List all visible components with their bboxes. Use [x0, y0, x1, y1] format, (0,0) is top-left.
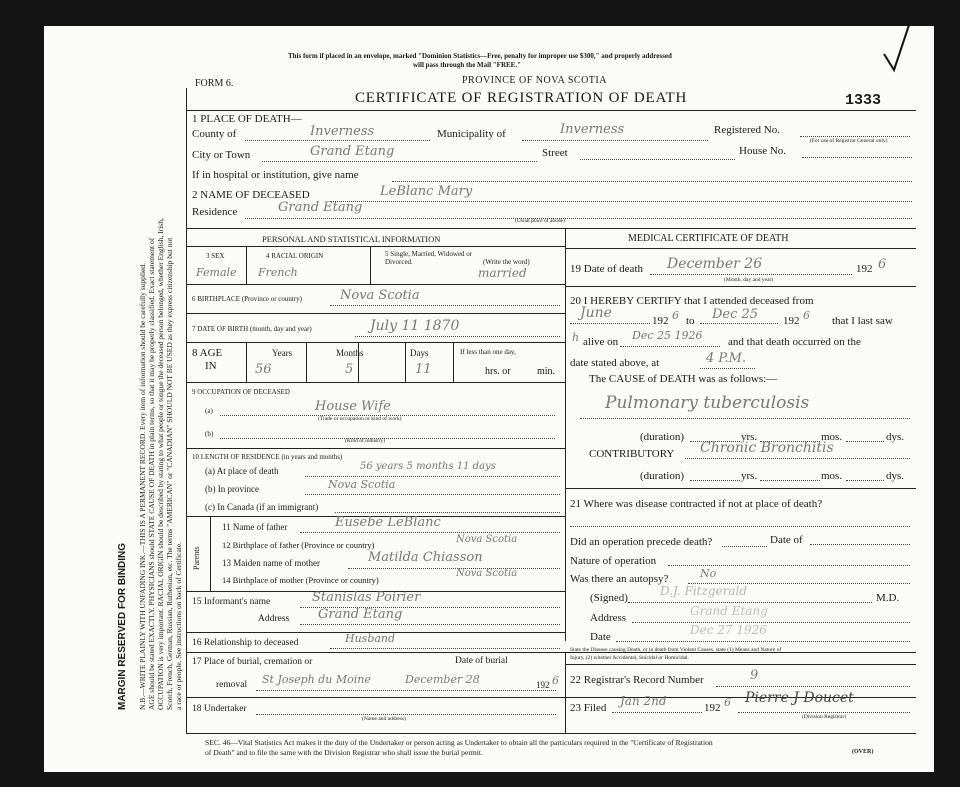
mother-label: 13 Maiden name of mother: [222, 558, 320, 568]
date-of-death-label: 19 Date of death: [570, 263, 643, 275]
date-of-death-value: December 26: [667, 256, 763, 272]
municipality-value: Inverness: [560, 122, 625, 137]
margin-line: AGE should be stated EXACTLY. PHYSICIANS should STATE CAUSE OF DEATH in plain terms, so that it may be properly classified. Exact statement of: [147, 237, 156, 710]
removal-label: removal: [216, 680, 248, 690]
burial-date-value: December 28: [405, 673, 480, 686]
father-birthplace-label: 12 Birthplace of father (Province or country): [222, 540, 375, 550]
marital-label-3: (Write the word): [483, 258, 530, 266]
medical-heading: MEDICAL CERTIFICATE OF DEATH: [628, 233, 789, 244]
age-in-label: IN: [205, 360, 217, 372]
occupation-value: House Wife: [315, 399, 391, 414]
birthplace-label: 6 BIRTHPLACE (Province or country): [192, 295, 303, 303]
margin-line: OCCUPATION is very important. RACIAL ORIGIN should be described by stating to what people or tongue the deceased person belonged, whether English, Irish,: [156, 218, 165, 710]
marital-label-2: Divorced.: [385, 258, 413, 266]
mother-value: Matilda Chiasson: [368, 550, 483, 565]
death-year-prefix: 192: [856, 263, 873, 275]
death-occurred-label: and that death occurred on the: [728, 336, 861, 348]
physician-date-label: Date: [590, 631, 611, 643]
undertaker-label: 18 Undertaker: [192, 704, 247, 714]
deceased-name-value: LeBlanc Mary: [380, 184, 473, 199]
autopsy-label: Was there an autopsy?: [570, 573, 669, 585]
filed-year-suffix: 6: [724, 696, 731, 709]
attended-to-value: Dec 25: [712, 307, 759, 322]
hospital-label: If in hospital or institution, give name: [192, 169, 359, 181]
physician-address-label: Address: [590, 612, 627, 624]
filed-date-value: Jan 2nd: [620, 694, 667, 708]
registrar-note: (For use of Registrar General only): [810, 138, 888, 144]
father-value: Eusebe LeBlanc: [335, 515, 441, 530]
municipality-label: Municipality of: [437, 128, 506, 140]
contracted-label: 21 Where was disease contracted if not at place of death?: [570, 498, 823, 510]
mother-birthplace-value: Nova Scotia: [456, 568, 518, 579]
last-saw-label: that I last saw: [832, 315, 893, 327]
in-province-value: Nova Scotia: [328, 478, 396, 491]
certify-label: 20 I HEREBY CERTIFY that I attended deceased from: [570, 295, 814, 307]
burial-year-suffix: 6: [552, 674, 559, 687]
cause-label: The CAUSE of DEATH was as follows:—: [589, 373, 778, 385]
time-of-death-value: 4 P.M.: [706, 351, 747, 366]
year-a-prefix: 192: [652, 315, 669, 327]
violent-causes-note: State the Disease causing Death, or in death from Violent Causes, state (1) Means and Nature of: [570, 647, 782, 653]
record-number-value: 9: [750, 668, 759, 683]
yrs-label-1: yrs.: [741, 431, 758, 443]
less-than-day-label: If less than one day,: [460, 348, 516, 356]
date-note: (Month, day and year): [724, 277, 774, 283]
nature-label: Nature of operation: [570, 555, 657, 567]
min-label: min.: [537, 366, 556, 377]
residence-length-label: 10 LENGTH OF RESIDENCE (in years and months): [192, 453, 343, 461]
house-no-label: House No.: [739, 145, 787, 157]
sex-label: 3 SEX: [206, 252, 225, 260]
marital-value: married: [478, 266, 527, 280]
margin-line: Scotch, French, German, Russian, Ruthenian, etc. The terms "AMERICAN" or "CANADIAN" SHOULD NOT BE USED as they express citizenship but not: [165, 237, 174, 710]
at-place-value: 56 years 5 months 11 days: [360, 461, 496, 472]
months-value: 5: [345, 362, 354, 377]
physician-date-value: Dec 27 1926: [690, 623, 767, 637]
mos-label-2: mos.: [821, 470, 843, 482]
racial-origin-label: 4 RACIAL ORIGIN: [266, 252, 324, 260]
yrs-label-2: yrs.: [741, 470, 758, 482]
over-label: (OVER): [852, 749, 874, 755]
mail-notice-2: will pass through the Mail "FREE.": [413, 61, 521, 69]
in-province-label: (b) In province: [205, 484, 259, 494]
margin-line: N.B.—WRITE PLAINLY WITH UNFADING INK.—THIS IS A PERMANENT RECORD. Every item of information should be carefully supplied.: [138, 262, 147, 710]
alive-pronoun: h: [572, 331, 580, 344]
burial-place-value: St Joseph du Moine: [262, 673, 371, 686]
frame-bottom: [186, 733, 916, 734]
sex-value: Female: [196, 266, 237, 279]
occupation-b-label: (b): [205, 430, 214, 438]
alive-on-label: alive on: [583, 336, 619, 348]
dys-label-2: dys.: [886, 470, 905, 482]
filed-year-prefix: 192: [704, 702, 721, 714]
form-number: FORM 6.: [195, 78, 234, 89]
years-value: 56: [255, 362, 272, 377]
residence-label: Residence: [192, 206, 238, 218]
at-place-label: (a) At place of death: [205, 466, 279, 476]
check-mark-icon: [882, 20, 912, 74]
mother-birthplace-label: 14 Birthplace of mother (Province or country): [222, 575, 379, 585]
province-heading: PROVINCE OF NOVA SCOTIA: [462, 75, 607, 86]
occupation-a-label: (a): [205, 407, 213, 415]
informant-label: 15 Informant's name: [192, 597, 271, 607]
abode-note: (Usual place of abode): [515, 218, 565, 224]
operation-label: Did an operation precede death?: [570, 536, 713, 548]
hrs-label: hrs. or: [485, 366, 511, 377]
contributory-value: Chronic Bronchitis: [700, 440, 834, 456]
division-registrar-note: (Division Registrar): [802, 714, 847, 720]
sec46-line-2: of Death" and to file the same with the Division Registrar who shall issue the burial permit.: [205, 748, 483, 757]
informant-address-value: Grand Etang: [318, 607, 403, 622]
father-label: 11 Name of father: [222, 522, 288, 532]
registration-number: 1333: [845, 92, 882, 109]
column-divider: [565, 228, 566, 641]
days-value: 11: [415, 362, 432, 377]
undertaker-note: (Name and address): [362, 716, 406, 722]
father-birthplace-value: Nova Scotia: [456, 534, 518, 545]
year-b-prefix: 192: [783, 315, 800, 327]
informant-value: Stanislas Poirier: [312, 590, 421, 605]
margin-title: MARGIN RESERVED FOR BINDING: [117, 542, 128, 710]
operation-date-label: Date of: [770, 534, 803, 546]
mail-notice: This form if placed in an envelope, marked "Dominion Statistics—Free, penalty for improper use $300," and properly addressed: [288, 52, 672, 60]
alive-on-value: Dec 25 1926: [632, 329, 703, 342]
duration-label-1: (duration): [640, 431, 684, 443]
burial-date-label: Date of burial: [455, 656, 508, 666]
occupation-label: 9 OCCUPATION OF DECEASED: [192, 388, 290, 396]
residence-value: Grand Etang: [278, 200, 363, 215]
trade-note: (Trade or occupation or kind of work): [318, 416, 402, 422]
violent-causes-note-2: Injury, (2) whether Accidental, Suicidal or Homicidal.: [570, 655, 689, 661]
frame-top: [186, 110, 916, 111]
filed-label: 23 Filed: [570, 702, 607, 714]
certificate-title: CERTIFICATE OF REGISTRATION OF DEATH: [355, 90, 688, 106]
marital-label-1: 5 Single, Married, Widowed or: [385, 250, 473, 258]
relationship-value: Husband: [345, 632, 396, 645]
months-label: Months: [336, 348, 364, 358]
registrar-signature: Pierre J Doucet: [745, 690, 854, 706]
duration-label-2: (duration): [640, 470, 684, 482]
industry-note: (Kind of industry): [345, 438, 386, 444]
md-label: M.D.: [876, 592, 900, 604]
death-year-suffix: 6: [878, 257, 887, 272]
contributory-label: CONTRIBUTORY: [589, 448, 675, 460]
physician-signature: D.J. Fitzgerald: [660, 584, 748, 598]
burial-year-prefix: 192: [536, 680, 550, 690]
to-label: to: [686, 315, 695, 327]
burial-label: 17 Place of burial, cremation or: [192, 657, 313, 667]
cause-value: Pulmonary tuberculosis: [605, 393, 810, 413]
city-label: City or Town: [192, 149, 251, 161]
days-label: Days: [410, 348, 429, 358]
mos-label-1: mos.: [821, 431, 843, 443]
record-number-label: 22 Registrar's Record Number: [570, 674, 704, 686]
year-a-value: 6: [672, 309, 679, 322]
county-value: Inverness: [310, 124, 375, 139]
street-label: Street: [542, 147, 568, 159]
frame-left: [186, 88, 187, 733]
year-b-value: 6: [803, 309, 810, 322]
margin-line: a race or people. See instructions on back of Certificate.: [174, 541, 183, 710]
relationship-label: 16 Relationship to deceased: [192, 638, 299, 648]
city-value: Grand Etang: [310, 144, 395, 159]
informant-address-label: Address: [258, 614, 290, 624]
place-of-death-label: 1 PLACE OF DEATH—: [192, 113, 302, 125]
dys-label-1: dys.: [886, 431, 905, 443]
personal-heading: PERSONAL AND STATISTICAL INFORMATION: [262, 234, 441, 244]
age-label: 8 AGE: [192, 347, 223, 359]
autopsy-value: No: [700, 567, 717, 580]
date-stated-label: date stated above, at: [570, 357, 660, 369]
parents-label: Parents: [192, 546, 201, 570]
birthplace-value: Nova Scotia: [340, 288, 420, 303]
in-canada-label: (c) In Canada (if an immigrant): [205, 502, 319, 512]
attended-from-value: June: [580, 305, 612, 321]
physician-address-value: Grand Etang: [690, 604, 768, 618]
sec46-line-1: SEC. 46—Vital Statistics Act makes it the duty of the Undertaker or person acting as Undertaker to obtain all the particulars required in the "Certificate of Registration: [205, 738, 713, 747]
county-label: County of: [192, 128, 237, 140]
years-label: Years: [272, 348, 293, 358]
registered-no-label: Registered No.: [714, 124, 780, 136]
dob-label: 7 DATE OF BIRTH (month, day and year): [192, 325, 312, 333]
racial-origin-value: French: [258, 266, 298, 279]
deceased-name-label: 2 NAME OF DECEASED: [192, 189, 310, 201]
dob-value: July 11 1870: [370, 318, 460, 334]
signed-label: (Signed): [590, 592, 628, 604]
